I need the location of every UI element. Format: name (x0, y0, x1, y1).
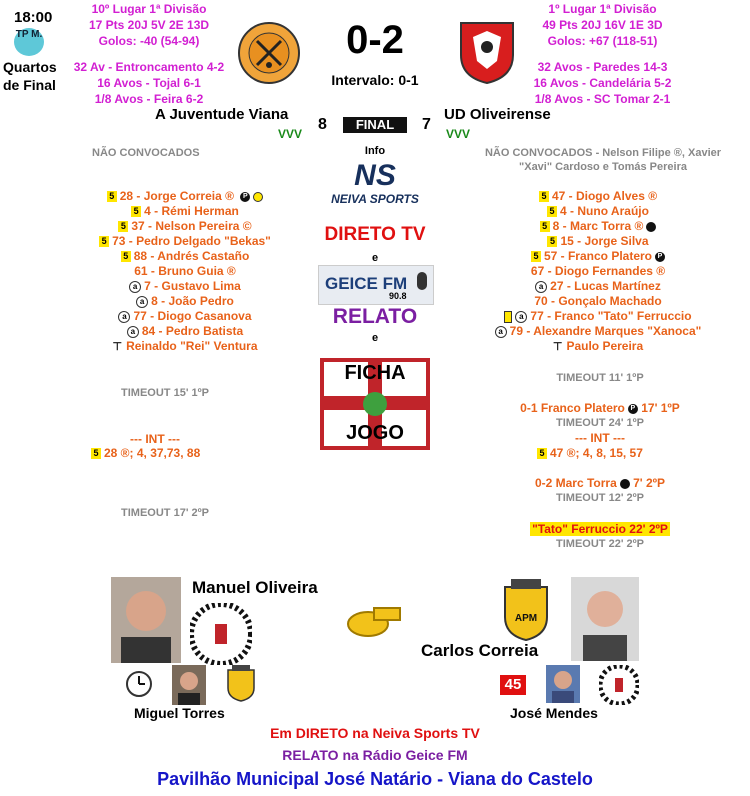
goal-icon (620, 479, 630, 489)
player-row: 5 47 - Diogo Alves ® (478, 189, 718, 204)
home-history-line: 32 Av - Entroncamento 4-2 (73, 60, 225, 74)
info-label: Info (364, 145, 386, 157)
svg-text:APM: APM (514, 613, 538, 624)
away-fouls: 7 (422, 116, 431, 133)
sub-icon: a (136, 296, 148, 308)
referee-1-photo (111, 577, 181, 663)
shot-clock-badge: 45 (500, 675, 526, 695)
goal-icon (646, 222, 656, 232)
home-stat-line: 10º Lugar 1ª Divisão (91, 2, 207, 16)
referee-2-photo (571, 577, 639, 661)
away-not-called: NÃO CONVOCADOS - Nelson Filipe ®, Xavier "Xavi" Cardoso e Tomás Pereira (484, 147, 722, 173)
sub-icon: a (535, 281, 547, 293)
yellow-card-icon (504, 311, 512, 323)
home-not-called: NÃO CONVOCADOS (92, 147, 200, 159)
away-stat-line: 49 Pts 20J 16V 1E 3D (542, 18, 663, 32)
away-timeout-1: TIMEOUT 11' 1ºP (556, 372, 644, 384)
starter-badge: 5 (547, 236, 557, 247)
home-int-lineup: 5 28 ®; 4, 37,73, 88 (91, 446, 200, 461)
final-badge: FINAL (343, 117, 407, 133)
coach-row: ⊤ Reinaldo "Rei" Ventura (112, 339, 258, 353)
player-row: 67 - Diogo Fernandes ® (530, 264, 666, 278)
starter-badge: 5 (531, 251, 541, 262)
player-row: 5 8 - Marc Torra ® (478, 219, 718, 234)
away-stat-line: Golos: +67 (118-51) (547, 34, 658, 48)
table-official-1-name: Miguel Torres (134, 705, 225, 721)
away-int-label: --- INT --- (575, 431, 625, 445)
player-row: a 84 - Pedro Batista (60, 324, 310, 339)
home-team-name: A Juventude Viana (155, 106, 289, 123)
starter-badge: 5 (121, 251, 131, 262)
player-row: a 77 - Franco "Tato" Ferruccio (478, 309, 718, 324)
player-row: 5 28 - Jorge Correia ® P (60, 189, 310, 204)
player-row: 5 57 - Franco Platero P (478, 249, 718, 264)
e-connector: e (371, 252, 379, 264)
clock-icon (126, 671, 152, 697)
away-goal-1: 0-1 Franco Platero P 17' 1ºP (520, 401, 680, 415)
table-official-2-photo (546, 665, 580, 703)
starter-badge: 5 (547, 206, 557, 217)
sub-icon: a (127, 326, 139, 338)
home-lineup (60, 189, 310, 355)
away-stats (515, 1, 690, 49)
sub-icon: a (515, 311, 527, 323)
away-form: VVV (446, 127, 471, 141)
player-row: a 8 - João Pedro (60, 294, 310, 309)
neiva-sports-logo: NS NEIVA SPORTS (331, 159, 419, 206)
relato-label: RELATO (332, 305, 418, 328)
away-team-name: UD Oliveirense (444, 106, 551, 123)
away-history-line: 32 Avos - Paredes 14-3 (537, 60, 668, 74)
home-stats (64, 1, 234, 49)
apm-crest-icon (501, 577, 551, 641)
player-row: 5 37 - Nelson Pereira © (60, 219, 310, 234)
coach-icon: ⊤ (112, 341, 123, 353)
sub-icon: a (118, 311, 130, 323)
player-row: 5 73 - Pedro Delgado "Bekas" (60, 234, 310, 249)
sub-icon: a (495, 326, 507, 338)
away-timeout-2: TIMEOUT 24' 1ºP (556, 417, 644, 429)
stage-label: Quartos de Final (3, 59, 57, 93)
geice-fm-logo: GEICE FM 90.8 (318, 265, 434, 305)
home-stat-line: 17 Pts 20J 5V 2E 13D (88, 18, 210, 32)
whistle-icon (344, 602, 402, 638)
away-goal-2: 0-2 Marc Torra 7' 2ºP (534, 476, 666, 490)
table-official-1-photo (172, 665, 206, 705)
ficha-jogo-logo: FICHA JOGO (320, 358, 430, 450)
starter-badge: 5 (537, 448, 547, 459)
away-timeout-4: TIMEOUT 22' 2ºP (556, 538, 644, 550)
away-crest-icon (457, 19, 517, 85)
sub-icon: a (129, 281, 141, 293)
player-row: a 7 - Gustavo Lima (60, 279, 310, 294)
starter-badge: 5 (118, 221, 128, 232)
player-row: 5 15 - Jorge Silva (478, 234, 718, 249)
home-history (64, 59, 234, 107)
microphone-icon (417, 272, 427, 290)
away-history (515, 59, 690, 107)
home-stat-line: Golos: -40 (54-94) (98, 34, 200, 48)
home-form: VVV (278, 127, 303, 141)
card-icon (253, 192, 263, 202)
away-card-event: "Tato" Ferruccio 22' 2ºP (532, 522, 668, 536)
starter-badge: 5 (99, 236, 109, 247)
penalty-icon: P (655, 252, 665, 262)
referee-2-name: Carlos Correia (421, 641, 539, 660)
apm-crest-small-icon (226, 664, 256, 702)
footer-relato: RELATO na Rádio Geice FM (282, 747, 468, 763)
referee-1-badge-icon (190, 603, 252, 665)
starter-badge: 5 (91, 448, 101, 459)
match-time: 18:00 (14, 9, 53, 26)
direto-tv-label: DIRETO TV (324, 224, 426, 245)
home-timeout-1: TIMEOUT 15' 1ºP (121, 387, 209, 399)
tpm-logo: TP M. (14, 28, 44, 56)
player-row: a 27 - Lucas Martínez (478, 279, 718, 294)
player-row: 61 - Bruno Guia ® (134, 264, 236, 278)
away-int-lineup: 5 47 ®; 4, 8, 15, 57 (537, 446, 643, 461)
starter-badge: 5 (131, 206, 141, 217)
away-lineup (478, 189, 718, 355)
home-fouls: 8 (318, 116, 327, 133)
player-row: 5 4 - Nuno Araújo (478, 204, 718, 219)
home-crest-icon (237, 21, 301, 85)
away-timeout-3: TIMEOUT 12' 2ºP (556, 492, 644, 504)
home-history-line: 1/8 Avos - Feira 6-2 (94, 92, 204, 106)
home-int-label: --- INT --- (130, 432, 180, 446)
away-history-line: 16 Avos - Candelária 5-2 (533, 76, 672, 90)
starter-badge: 5 (540, 221, 550, 232)
player-row: 70 - Gonçalo Machado (534, 294, 662, 308)
penalty-icon: P (240, 192, 250, 202)
venue: Pavilhão Municipal José Natário - Viana do Castelo (157, 769, 593, 789)
table-official-2-badge-icon (599, 665, 639, 705)
starter-badge: 5 (107, 191, 117, 202)
player-row: 5 4 - Rémi Herman (60, 204, 310, 219)
starter-badge: 5 (539, 191, 549, 202)
referee-1-name: Manuel Oliveira (192, 578, 318, 597)
coach-row: ⊤ Paulo Pereira (552, 339, 644, 353)
player-row: a 79 - Alexandre Marques "Xanoca" (478, 324, 718, 339)
away-history-line: 1/8 Avos - SC Tomar 2-1 (534, 92, 671, 106)
table-official-2-name: José Mendes (510, 705, 598, 721)
home-timeout-2: TIMEOUT 17' 2ºP (121, 507, 209, 519)
score: 0-2 (346, 18, 404, 62)
player-row: 5 88 - Andrés Castaño (60, 249, 310, 264)
coach-icon: ⊤ (552, 341, 563, 353)
penalty-icon: P (628, 404, 638, 414)
footer-direto: Em DIRETO na Neiva Sports TV (270, 725, 480, 741)
halftime-score: Intervalo: 0-1 (331, 72, 419, 88)
e-connector: e (371, 332, 379, 344)
player-row: a 77 - Diogo Casanova (60, 309, 310, 324)
home-history-line: 16 Avos - Tojal 6-1 (97, 76, 201, 90)
away-stat-line: 1º Lugar 1ª Divisão (548, 2, 657, 16)
